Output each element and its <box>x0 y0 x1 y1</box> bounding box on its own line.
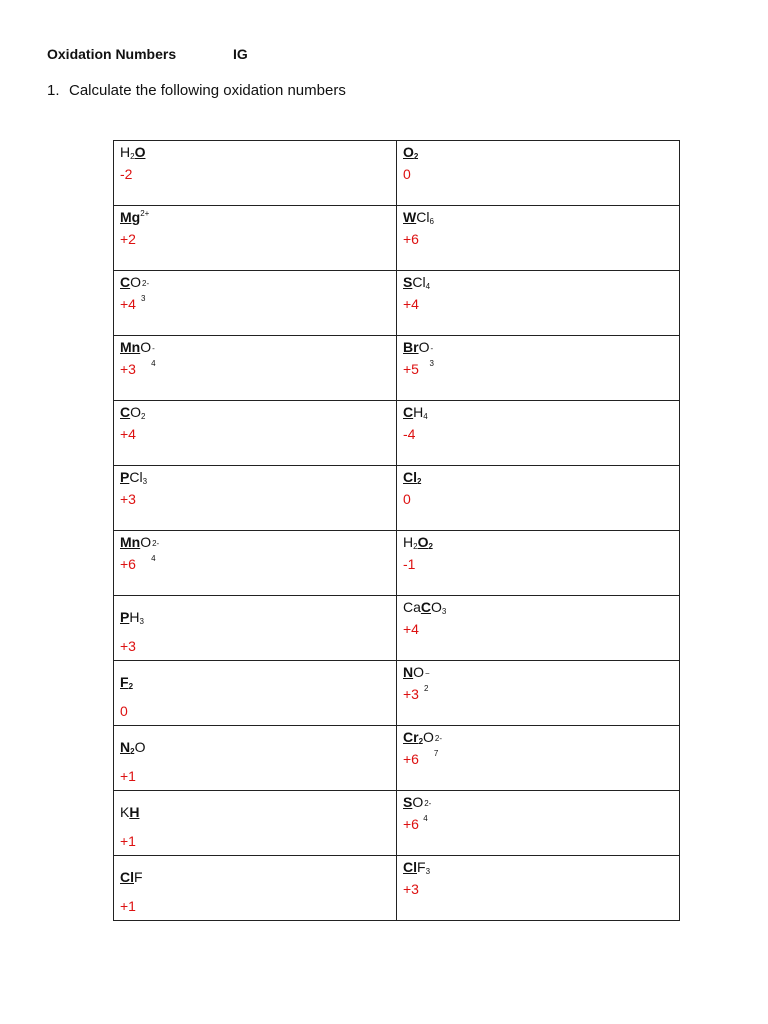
table-cell <box>114 531 397 596</box>
answer: +1 <box>120 833 136 849</box>
table-cell <box>397 466 680 531</box>
table-cell <box>114 271 397 336</box>
answer: +6 <box>403 816 419 832</box>
table-row <box>114 531 680 596</box>
table-cell <box>397 336 680 401</box>
answer: 0 <box>120 703 128 719</box>
answer: +4 <box>403 621 419 637</box>
table-cell <box>397 206 680 271</box>
table-row <box>114 336 680 401</box>
oxidation-table <box>113 140 680 921</box>
table-cell <box>114 726 397 791</box>
table-cell <box>114 401 397 466</box>
formula: BrO - 3 <box>403 339 434 368</box>
formula: CO 2- 3 <box>120 274 150 303</box>
table-row <box>114 726 680 791</box>
table-cell <box>397 856 680 921</box>
worksheet-tag: IG <box>233 46 248 62</box>
formula: MnO 2- 4 <box>120 534 160 563</box>
formula: $Mg^{2+}$ <box>120 209 150 225</box>
formula: $N_2O$ <box>120 739 146 756</box>
table-cell <box>114 336 397 401</box>
formula: CaCO$_3$ <box>403 599 447 616</box>
table-row <box>114 206 680 271</box>
formula: PCl$_3$ <box>120 469 148 486</box>
answer: +1 <box>120 768 136 784</box>
formula: NO − 2 <box>403 664 430 693</box>
worksheet-title: Oxidation Numbers <box>47 46 177 62</box>
formula: $O_2$ <box>403 144 419 161</box>
table-row <box>114 661 680 726</box>
answer: +4 <box>120 296 136 312</box>
table-row <box>114 596 680 661</box>
formula: $Cr_2O$ 2- 7 <box>403 729 443 758</box>
table-cell <box>397 726 680 791</box>
formula: SO 2- 4 <box>403 794 432 823</box>
answer: 0 <box>403 166 411 182</box>
table-cell <box>397 401 680 466</box>
question-number: 1. <box>47 82 60 99</box>
table-cell <box>114 596 397 661</box>
question-text: Calculate the following oxidation numbers <box>69 82 346 99</box>
answer: +5 <box>403 361 419 377</box>
formula: SCl$_4$ <box>403 274 431 291</box>
table-cell <box>114 856 397 921</box>
answer: 0 <box>403 491 411 507</box>
answer: +4 <box>120 426 136 442</box>
answer: +3 <box>403 686 419 702</box>
formula: $H_2O_2$ <box>403 534 433 551</box>
worksheet-header <box>47 46 248 62</box>
formula: $Cl_2$ <box>403 469 422 486</box>
table-row <box>114 791 680 856</box>
question-1 <box>47 82 346 99</box>
formula: $CO_2$ <box>120 404 146 421</box>
formula: $F_2$ <box>120 674 134 691</box>
answer: +3 <box>403 881 419 897</box>
answer: +3 <box>120 361 136 377</box>
table-cell <box>114 661 397 726</box>
table-cell <box>397 531 680 596</box>
answer: +6 <box>403 751 419 767</box>
formula: $CH_4$ <box>403 404 428 421</box>
answer: +4 <box>403 296 419 312</box>
table-cell <box>397 141 680 206</box>
table-cell <box>397 661 680 726</box>
table-row <box>114 401 680 466</box>
answer: +6 <box>403 231 419 247</box>
table-cell <box>114 466 397 531</box>
answer: +2 <box>120 231 136 247</box>
answer: -4 <box>403 426 416 442</box>
table-row <box>114 466 680 531</box>
table-cell <box>114 206 397 271</box>
table-row <box>114 141 680 206</box>
answer: +6 <box>120 556 136 572</box>
table-cell <box>114 141 397 206</box>
answer: -1 <box>403 556 416 572</box>
table-cell <box>114 791 397 856</box>
formula: ClF <box>120 869 143 885</box>
answer: +3 <box>120 638 136 654</box>
table-row <box>114 271 680 336</box>
formula: MnO - 4 <box>120 339 156 368</box>
table-row <box>114 856 680 921</box>
table-cell <box>397 791 680 856</box>
formula: WCl$_6$ <box>403 209 434 226</box>
formula: $H_2O$ <box>120 144 146 161</box>
table-cell <box>397 271 680 336</box>
answer: +3 <box>120 491 136 507</box>
formula: KH <box>120 804 140 820</box>
answer: -2 <box>120 166 133 182</box>
table-cell <box>397 596 680 661</box>
formula: ClF$_3$ <box>403 859 431 876</box>
formula: $PH_3$ <box>120 609 144 626</box>
answer: +1 <box>120 898 136 914</box>
